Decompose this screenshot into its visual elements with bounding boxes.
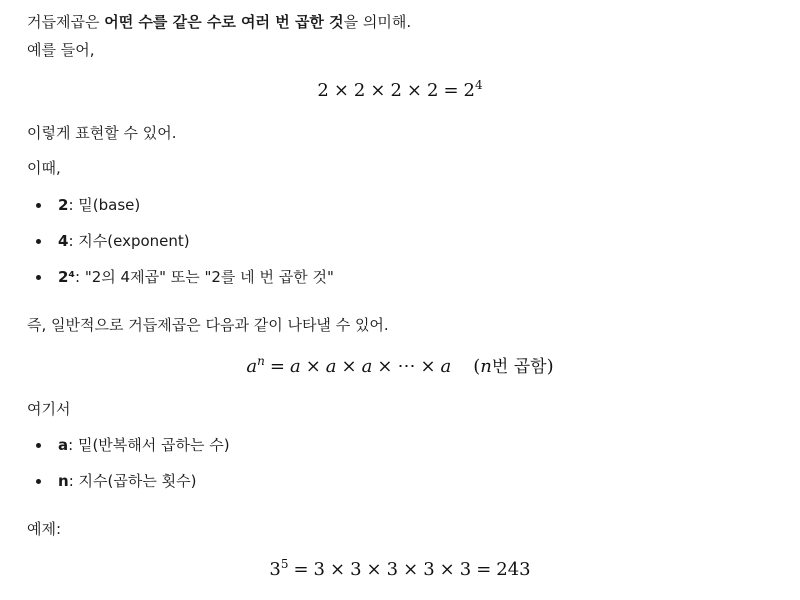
eq2-term: a xyxy=(440,356,452,377)
eq3-exponent: 5 xyxy=(280,557,289,571)
list-item-sep: : xyxy=(68,436,78,454)
list-item-sep: : xyxy=(68,232,79,250)
bullet-dot xyxy=(36,443,41,448)
bullet-dot xyxy=(36,479,41,484)
equation-example xyxy=(0,558,800,582)
eq1-times-operator: × xyxy=(333,80,349,101)
list-item-n xyxy=(58,471,196,491)
intro-text-2: 을 의미해. xyxy=(343,13,412,31)
intro-text-1: 거듭제곱은 xyxy=(27,13,105,31)
equation-general-power xyxy=(0,355,800,379)
list-item-key: a xyxy=(58,436,69,454)
eq3-term: 3 xyxy=(313,559,325,580)
list-item-desc: 지수(exponent) xyxy=(78,232,190,250)
express-sentence: 이렇게 표현할 수 있어. xyxy=(27,124,177,142)
list-item-sep: : xyxy=(68,196,79,214)
eq2-base: a xyxy=(246,356,258,377)
eq2-exponent: n xyxy=(257,354,265,368)
eq2-term: a xyxy=(289,356,301,377)
list-item-key: 2⁴ xyxy=(58,268,76,286)
list-item-sep: : xyxy=(68,472,79,490)
eq3-times-operator: × xyxy=(330,559,346,580)
example-intro: 예를 들어, xyxy=(27,41,95,59)
eq3-equals-sign: = xyxy=(293,559,309,580)
list-item-base xyxy=(58,195,140,215)
list-item-desc: 밑(base) xyxy=(78,196,141,214)
eq2-times-operator: × xyxy=(341,356,357,377)
list-item-desc: 지수(곱하는 횟수) xyxy=(78,472,197,490)
eq2-term: a xyxy=(361,356,373,377)
eq2-note-var: n xyxy=(480,356,492,377)
bullet-dot xyxy=(36,239,41,244)
eq3-term: 3 xyxy=(350,559,362,580)
eq1-term: 2 xyxy=(390,80,402,101)
eq1-equals-sign: = xyxy=(443,80,459,101)
eq1-times-operator: × xyxy=(370,80,386,101)
eq2-note: (n번 곱함) xyxy=(473,356,554,377)
list-item-exponent xyxy=(58,231,190,251)
eq3-times-operator: × xyxy=(403,559,419,580)
eq3-term: 3 xyxy=(423,559,435,580)
eq1-base: 2 xyxy=(463,80,475,101)
eq3-result: 243 xyxy=(496,559,531,580)
eq3-equals-sign: = xyxy=(476,559,492,580)
eq2-equals-sign: = xyxy=(269,356,285,377)
list-item-desc: "2의 4제곱" 또는 "2를 네 번 곱한 것" xyxy=(84,268,334,286)
eq1-term: 2 xyxy=(317,80,329,101)
intro-paragraph xyxy=(27,12,411,32)
eq3-term: 3 xyxy=(459,559,472,580)
eq2-times-operator: × xyxy=(377,356,393,377)
where-sentence: 여기서 xyxy=(27,400,71,418)
bullet-dot xyxy=(36,203,41,208)
eq1-term: 2 xyxy=(353,80,366,101)
list-item-key: n xyxy=(58,472,69,490)
equation-power-of-two xyxy=(0,79,800,103)
list-item-power xyxy=(58,267,334,287)
list-item-desc: 밑(반복해서 곱하는 수) xyxy=(77,436,230,454)
eq3-times-operator: × xyxy=(366,559,382,580)
eq1-term: 2 xyxy=(427,80,439,101)
general-sentence: 즉, 일반적으로 거듭제곱은 다음과 같이 나타낼 수 있어. xyxy=(27,316,389,334)
eq2-ellipsis: ⋯ xyxy=(397,356,416,377)
eq1-exponent: 4 xyxy=(475,78,483,92)
bullet-dot xyxy=(36,275,41,280)
eq2-times-operator: × xyxy=(420,356,436,377)
then-sentence: 이때, xyxy=(27,159,61,177)
list-item-key: 2 xyxy=(58,196,69,214)
intro-bold-definition: 어떤 수를 같은 수로 여러 번 곱한 것 xyxy=(104,13,344,31)
list-item-sep: : xyxy=(75,268,85,286)
eq3-times-operator: × xyxy=(439,559,455,580)
eq1-times-operator: × xyxy=(406,80,422,101)
eq2-note-text: 번 곱함 xyxy=(491,357,547,377)
example-label: 예제: xyxy=(27,520,62,538)
eq3-term: 3 xyxy=(386,559,399,580)
eq2-times-operator: × xyxy=(305,356,321,377)
eq3-base: 3 xyxy=(269,559,281,580)
eq2-term: a xyxy=(325,356,337,377)
list-item-key: 4 xyxy=(58,232,69,250)
list-item-a xyxy=(58,435,230,455)
